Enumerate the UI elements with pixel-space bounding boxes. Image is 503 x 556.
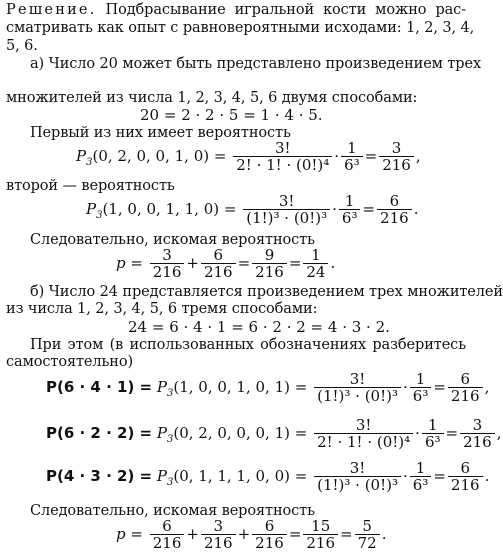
- denominator: 216: [203, 534, 233, 552]
- text-line-1: [6, 2, 466, 19]
- formula-b3: $P(4 \cdot 3 \cdot 2) = P_3(0$, 1, 1, 1, 0, 0) = $\frac{3!}{\text{(1!)³ · (0!)³}}$ · $\frac{1}{\text{6³}}$ = $\frac{6}{216}$ .: [46, 459, 490, 494]
- b3-lhs: P(4 · 3 · 2) =: [46, 467, 153, 485]
- numerator: 6: [448, 460, 483, 477]
- fraction: [201, 247, 236, 280]
- denominator: 2! · 1! · (0!)⁴: [236, 156, 330, 174]
- b2-lhs: P(6 · 2 · 2) =: [46, 424, 153, 442]
- numerator: 6: [448, 371, 483, 388]
- denominator: 6³: [344, 156, 360, 174]
- formula-p2: $P_3(1$, 0, 0, 1, 1, 0) = $\frac{3!}{\text{(1!)³ · (0!)³}}$ · $\frac{1}{\text{6³}}$ = $\frac{6}{216}$ .: [86, 192, 419, 227]
- numerator: 3!: [314, 371, 401, 388]
- numerator: 1: [422, 417, 444, 434]
- text-line-1-body: Подбрасывание игральной кости можно рас-: [105, 2, 466, 18]
- denominator: 6³: [424, 433, 441, 451]
- numerator: 3: [460, 417, 495, 434]
- text-line-13: Следовательно, искомая вероятность: [30, 503, 315, 519]
- text-line-5: множителей из числа 1, 2, 3, 4, 5, 6 двумя способами:: [6, 90, 418, 106]
- denominator: 6³: [412, 476, 429, 494]
- p-subscript: 3: [86, 157, 93, 168]
- denominator: 216: [152, 263, 182, 281]
- p2-args: (1, 0, 0, 1, 1, 0) =: [102, 200, 237, 218]
- p-symbol: P: [156, 378, 167, 396]
- denominator: 24: [306, 263, 326, 281]
- p-subscript: 3: [96, 210, 103, 221]
- denominator: 216: [306, 534, 336, 552]
- numerator: 6: [150, 518, 185, 535]
- denominator: 216: [255, 263, 284, 281]
- fraction: [422, 417, 444, 450]
- numerator: 3!: [233, 140, 332, 157]
- fraction: [355, 518, 380, 551]
- text-line-6: Первый из них имеет вероятность: [30, 125, 291, 141]
- fraction: [379, 140, 414, 173]
- sum-b: p = $\frac{6}{216}$ + $\frac{3}{216}$ + $\frac{6}{216}$ = $\frac{15}{216}$ = $\frac{5}{72}$ .: [116, 517, 387, 552]
- fraction: [150, 518, 185, 551]
- fraction: [201, 518, 236, 551]
- numerator: 5: [355, 518, 380, 535]
- p-symbol: P: [156, 424, 167, 442]
- text-line-3: 5, 6.: [6, 38, 38, 54]
- p-subscript: 3: [166, 434, 174, 445]
- text-line-7: второй — вероятность: [6, 178, 175, 194]
- text-line-12: самостоятельно): [6, 354, 134, 370]
- fraction: [410, 371, 432, 404]
- text-line-9: б) Число 24 представляется произведением трех множителей: [30, 284, 503, 300]
- fraction: [252, 518, 287, 551]
- fraction: [150, 247, 185, 280]
- numerator: 6: [201, 247, 236, 264]
- p-symbol: P: [86, 200, 97, 218]
- numerator: 9: [252, 247, 287, 264]
- text-line-2: сматривать как опыт с равновероятными исходами: 1, 2, 3, 4,: [6, 20, 475, 36]
- denominator: 216: [255, 534, 284, 552]
- p-equals: p =: [116, 525, 143, 543]
- denominator: 216: [463, 433, 492, 451]
- fraction: [448, 371, 483, 404]
- denominator: (1!)³ · (0!)³: [317, 387, 398, 405]
- b3-args: (0, 1, 1, 1, 0, 0) =: [173, 467, 308, 485]
- numerator: 1: [410, 371, 432, 388]
- denominator: 216: [450, 387, 480, 405]
- fraction: [243, 193, 330, 226]
- numerator: 3: [379, 140, 414, 157]
- text-line-4: а) Число 20 может быть представлено произведением трех: [30, 56, 482, 72]
- equation-20: 20 = 2 · 2 · 5 = 1 · 4 · 5.: [140, 106, 323, 124]
- formula-b2: $P(6 \cdot 2 \cdot 2) = P_3(0$, 2, 0, 0, 0, 1) = $\frac{3!}{\text{2! · 1! · (0!)⁴}}$ · $\frac{1}{\text{6³}}$ = $\frac{3}{216}$ ,: [46, 416, 502, 451]
- denominator: 216: [382, 156, 411, 174]
- sum-a: p = $\frac{3}{216}$ + $\frac{6}{216}$ = $\frac{9}{216}$ = $\frac{1}{24}$ .: [116, 246, 336, 281]
- fraction: [377, 193, 412, 226]
- text-line-11: При этом (в использованных обозначениях разберитесь: [30, 337, 466, 353]
- numerator: 1: [339, 193, 361, 210]
- denominator: (1!)³ · (0!)³: [246, 209, 328, 227]
- numerator: 1: [303, 247, 328, 264]
- text-line-8: Следовательно, искомая вероятность: [30, 232, 315, 248]
- denominator: (1!)³ · (0!)³: [317, 476, 398, 494]
- numerator: 3!: [314, 460, 401, 477]
- fraction: [448, 460, 483, 493]
- fraction: [460, 417, 495, 450]
- numerator: 6: [377, 193, 412, 210]
- numerator: 1: [410, 460, 432, 477]
- b2-args: (0, 2, 0, 0, 0, 1) =: [173, 424, 308, 442]
- p-subscript: 3: [166, 388, 174, 399]
- fraction: [303, 518, 338, 551]
- text-line-10: из числа 1, 2, 3, 4, 5, 6 тремя способами:: [6, 301, 318, 317]
- numerator: 3: [150, 247, 185, 264]
- p1-args: (0, 2, 0, 0, 1, 0) =: [92, 147, 227, 165]
- denominator: 216: [380, 209, 409, 227]
- denominator: 6³: [412, 387, 429, 405]
- equation-24: 24 = 6 · 4 · 1 = 6 · 2 · 2 = 4 · 3 · 2.: [128, 318, 390, 336]
- solution-heading: Решение.: [6, 2, 97, 18]
- fraction: [410, 460, 432, 493]
- fraction: [314, 371, 401, 404]
- numerator: 3!: [314, 417, 413, 434]
- numerator: 1: [341, 140, 363, 157]
- denominator: 6³: [341, 209, 358, 227]
- fraction: [314, 417, 413, 450]
- numerator: 3: [201, 518, 236, 535]
- fraction: [252, 247, 287, 280]
- fraction: [341, 140, 363, 173]
- formula-p1: $P_3(0$, 2, 0, 0, 1, 0) = $\frac{3!}{\text{2! · 1! · (0!)⁴}}$ · $\frac{1}{\text{6³}}$ = $\frac{3}{216}$ ,: [76, 139, 421, 174]
- p-symbol: P: [76, 147, 87, 165]
- fraction: [314, 460, 401, 493]
- numerator: 3!: [243, 193, 330, 210]
- numerator: 6: [252, 518, 287, 535]
- fraction: [339, 193, 361, 226]
- denominator: 216: [450, 476, 480, 494]
- denominator: 216: [152, 534, 182, 552]
- p-equals: p =: [116, 254, 143, 272]
- p-subscript: 3: [166, 477, 174, 488]
- fraction: [303, 247, 328, 280]
- denominator: 72: [357, 534, 377, 552]
- denominator: 2! · 1! · (0!)⁴: [317, 433, 411, 451]
- fraction: [233, 140, 332, 173]
- numerator: 15: [303, 518, 338, 535]
- p-symbol: P: [156, 467, 167, 485]
- denominator: 216: [203, 263, 233, 281]
- b1-lhs: P(6 · 4 · 1) =: [46, 378, 153, 396]
- formula-b1: $P(6 \cdot 4 \cdot 1) = P_3(1$, 0, 0, 1, 0, 1) = $\frac{3!}{\text{(1!)³ · (0!)³}}$ · $\frac{1}{\text{6³}}$ = $\frac{6}{216}$ ,: [46, 370, 490, 405]
- b1-args: (1, 0, 0, 1, 0, 1) =: [173, 378, 308, 396]
